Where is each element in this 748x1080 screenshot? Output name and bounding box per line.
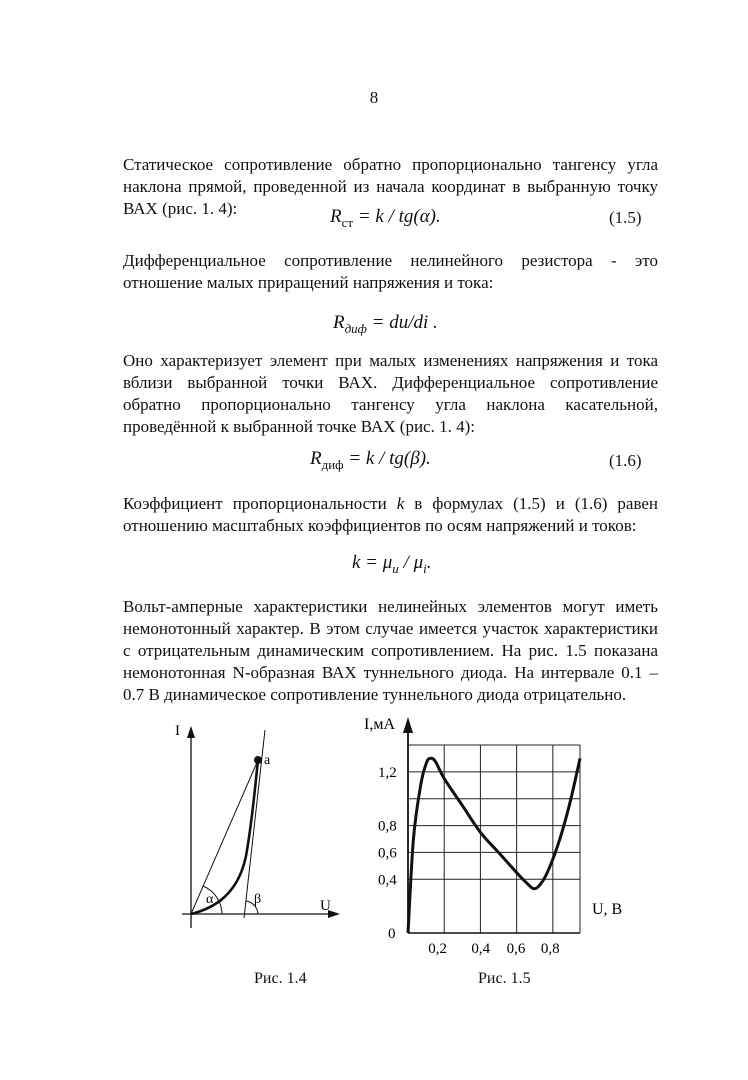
figure-1-5 <box>360 705 640 960</box>
fig15-x-tick-2: 0,6 <box>506 941 526 957</box>
fig15-x-tick-3: 0,8 <box>540 941 560 957</box>
formula-1-5: $R_{ст} = k / tg(\alpha)$. <box>330 206 441 230</box>
paragraph-nonmonotonic: Вольт-амперные характеристики нелинейных элементов могут иметь немонотонный характер. В этом случае имеется участок характеристики с отрицательным динамическим сопротивлением. На рис. 1.5 показана немонотонная N-образная ВАХ туннельного диода. На интервале 0.1 – 0.7 В динамическое сопротивление туннельного диода отрицательно. <box>123 597 658 704</box>
figure-1-4-caption: Рис. 1.4 <box>254 970 307 987</box>
formula-differential: $R_{диф} = du/di$ . <box>333 312 438 336</box>
fig14-point-a <box>254 756 262 764</box>
paragraph-differential-resistance: Дифференциальное сопротивление нелинейного резистора - это отношение малых приращений напряжения и тока: <box>123 251 658 292</box>
fig15-y-tick-3: 0,4 <box>378 872 397 889</box>
fig15-origin-label: 0 <box>388 926 396 942</box>
fig15-x-tick-0: 0,2 <box>428 941 447 957</box>
fig14-y-arrow <box>187 726 195 738</box>
fig14-beta-label: β <box>254 892 262 907</box>
fig15-y-tick-1: 0,8 <box>378 818 397 835</box>
equation-number-1-5: (1.5) <box>609 208 642 227</box>
page-number: 8 <box>369 88 379 107</box>
fig15-y-arrow <box>403 717 413 733</box>
figure-1-5-caption: Рис. 1.5 <box>478 970 531 987</box>
fig14-y-label: I <box>175 723 180 739</box>
fig15-iv-curve <box>408 758 580 933</box>
fig14-alpha-label: α <box>206 892 214 907</box>
fig15-y-tick-0: 1,2 <box>378 764 397 781</box>
fig15-x-tick-1: 0,4 <box>471 941 491 957</box>
fig14-x-label: U <box>320 898 331 914</box>
paragraph-static-resistance: Статическое сопротивление обратно пропорционально тангенсу угла наклона прямой, проведенной из начала координат в выбранную точку ВАХ (рис. 1. 4): <box>123 155 658 218</box>
paragraph-characterizes: Оно характеризует элемент при малых изменениях напряжения и тока вблизи выбранной точки ВАХ. Дифференциальное сопротивление обратно пропорционально тангенсу угла наклона касательной, проведённой к выбранной точке ВАХ (рис. 1. 4): <box>123 351 658 436</box>
formula-1-6: $R_{диф} = k / tg(\beta)$. <box>310 448 431 472</box>
figure-1-4 <box>160 718 360 948</box>
paragraph-coefficient: Коэффициент пропорциональности k в формулах (1.5) и (1.6) равен отношению масштабных коэффициентов по осям напряжений и токов: <box>123 494 659 535</box>
fig15-y-label: I,мА <box>364 716 396 733</box>
fig14-point-label: a <box>264 753 271 768</box>
equation-number-1-6: (1.6) <box>609 451 642 470</box>
fig15-x-label: U, В <box>592 901 623 918</box>
fig15-y-tick-2: 0,6 <box>378 845 397 862</box>
formula-k: $k = \mu_u / \mu_i$. <box>352 552 432 576</box>
